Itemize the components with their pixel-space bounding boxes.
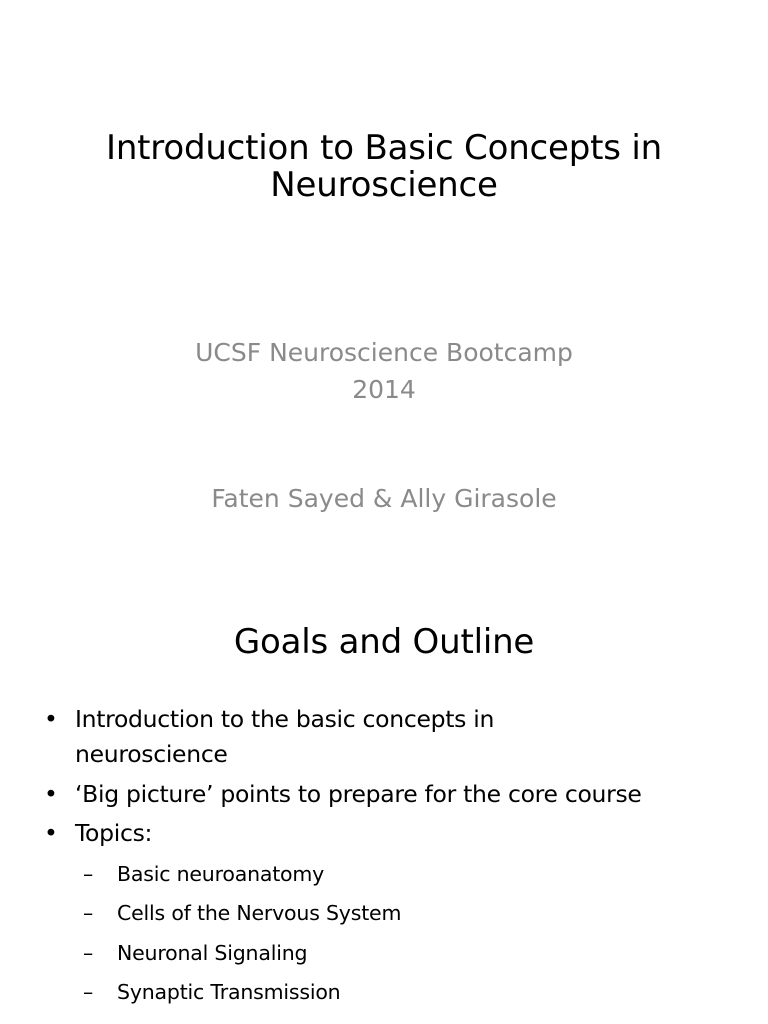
dash-mark: – [83, 862, 94, 886]
dash-mark: – [83, 980, 94, 1005]
bullet-item [44, 777, 734, 812]
presentation-title [40, 130, 728, 205]
bullet-line: Introduction to the basic concepts in [75, 705, 495, 733]
topic-text: Basic neuroanatomy [117, 862, 325, 886]
slide-goals-outline [0, 576, 768, 1024]
bullet-mark: • [44, 779, 58, 808]
slide-heading: Goals and Outline [233, 622, 535, 662]
bullet-mark: • [44, 818, 58, 847]
title-line-1: Introduction to Basic Concepts in [106, 128, 662, 168]
presentation-authors [40, 480, 728, 517]
bullet-text [75, 816, 734, 851]
bullet-line: Topics: [75, 818, 153, 847]
bullet-text [75, 777, 734, 812]
bullet-text [75, 702, 734, 773]
topic-list [75, 855, 734, 1012]
subtitle-line-1: UCSF Neuroscience Bootcamp [195, 338, 573, 367]
bullet-mark: • [44, 705, 58, 733]
authors-text: Faten Sayed & Ally Girasole [211, 484, 557, 513]
dash-mark: – [83, 940, 94, 965]
subtitle-line-2: 2014 [352, 375, 416, 404]
title-line-2: Neuroscience [270, 165, 498, 206]
bullet-line: neuroscience [75, 740, 228, 769]
bullet-item [44, 702, 734, 773]
dash-mark: – [83, 901, 94, 926]
topic-item [83, 934, 734, 973]
topic-text: Cells of the Nervous System [117, 901, 402, 926]
topic-text: Synaptic Transmission [117, 980, 341, 1005]
topic-item [83, 894, 734, 933]
bullet-item-topics [44, 816, 734, 1013]
bullet-line: ‘Big picture’ points to prepare for the core course [75, 779, 642, 808]
presentation-subtitle [40, 334, 728, 408]
topic-item [83, 973, 734, 1012]
bullet-list [44, 702, 734, 1016]
topic-item [83, 855, 734, 894]
topic-text: Neuronal Signaling [117, 940, 308, 965]
